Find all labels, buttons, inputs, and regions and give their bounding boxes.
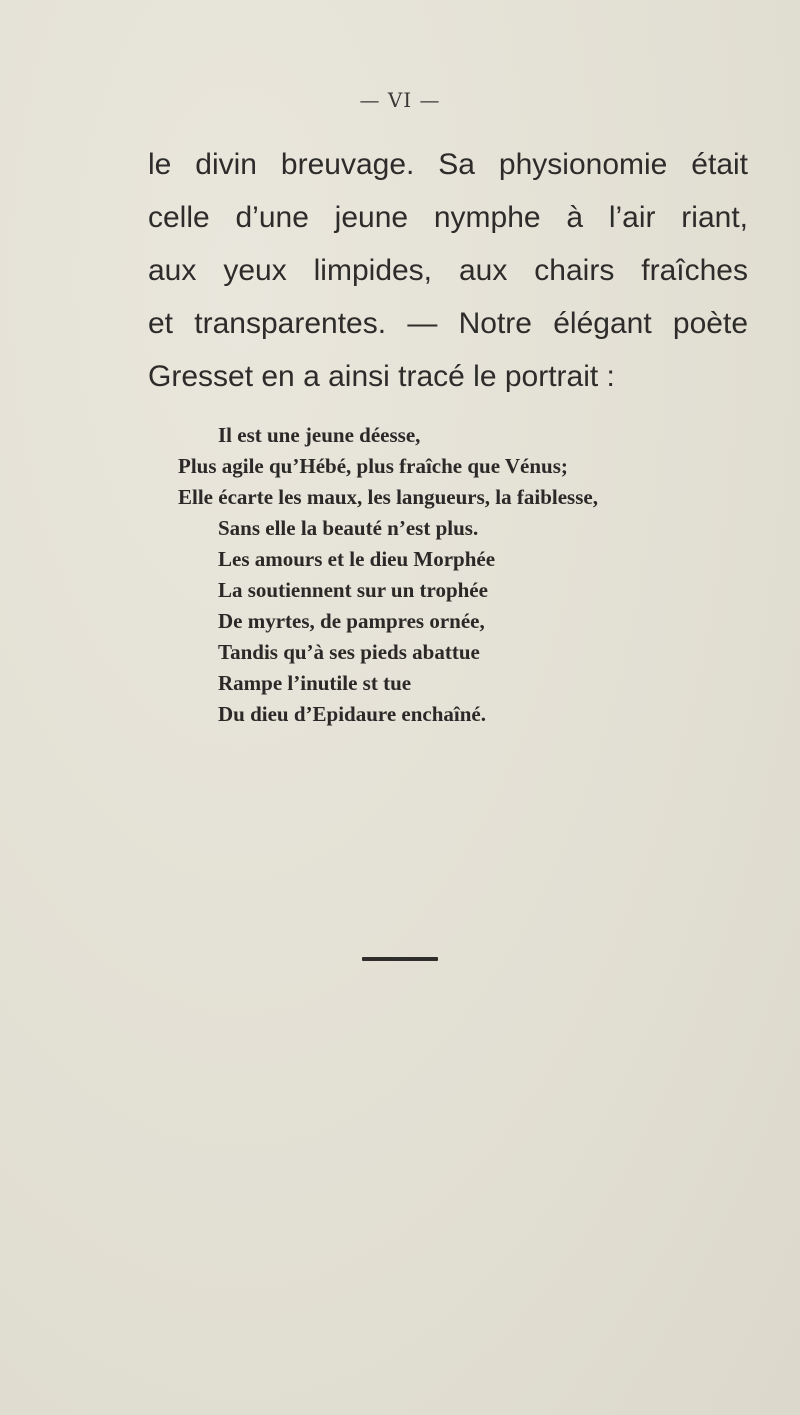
poem-verse: Plus agile qu’Hébé, plus fraîche que Vénus; <box>178 454 568 478</box>
poem-verse: Tandis qu’à ses pieds abattue <box>218 640 480 664</box>
poem-quotation <box>178 420 698 730</box>
prose-line: et transparentes. — Notre élégant poète <box>148 307 748 340</box>
prose-paragraph <box>148 138 748 403</box>
poem-verse: Il est une jeune déesse, <box>218 423 421 447</box>
page-number: — VI — <box>359 88 441 112</box>
prose-line: aux yeux limpides, aux chairs fraîches <box>148 254 748 287</box>
poem-verse: De myrtes, de pampres ornée, <box>218 609 485 633</box>
poem-verse: Du dieu d’Epidaure enchaîné. <box>218 702 487 726</box>
prose-line: Gresset en a ainsi tracé le portrait : <box>148 360 615 393</box>
prose-line: le divin breuvage. Sa physionomie était <box>148 148 748 181</box>
poem-verse: Les amours et le dieu Morphée <box>218 547 496 571</box>
poem-verse: Sans elle la beauté n’est plus. <box>218 516 479 540</box>
poem-verse: La soutiennent sur un trophée <box>218 578 488 602</box>
poem-verse: Rampe l’inutile st tue <box>218 671 412 695</box>
poem-verse: Elle écarte les maux, les langueurs, la faiblesse, <box>178 485 598 509</box>
prose-line: celle d’une jeune nymphe à l’air riant, <box>148 201 748 234</box>
section-divider-rule <box>362 957 438 961</box>
